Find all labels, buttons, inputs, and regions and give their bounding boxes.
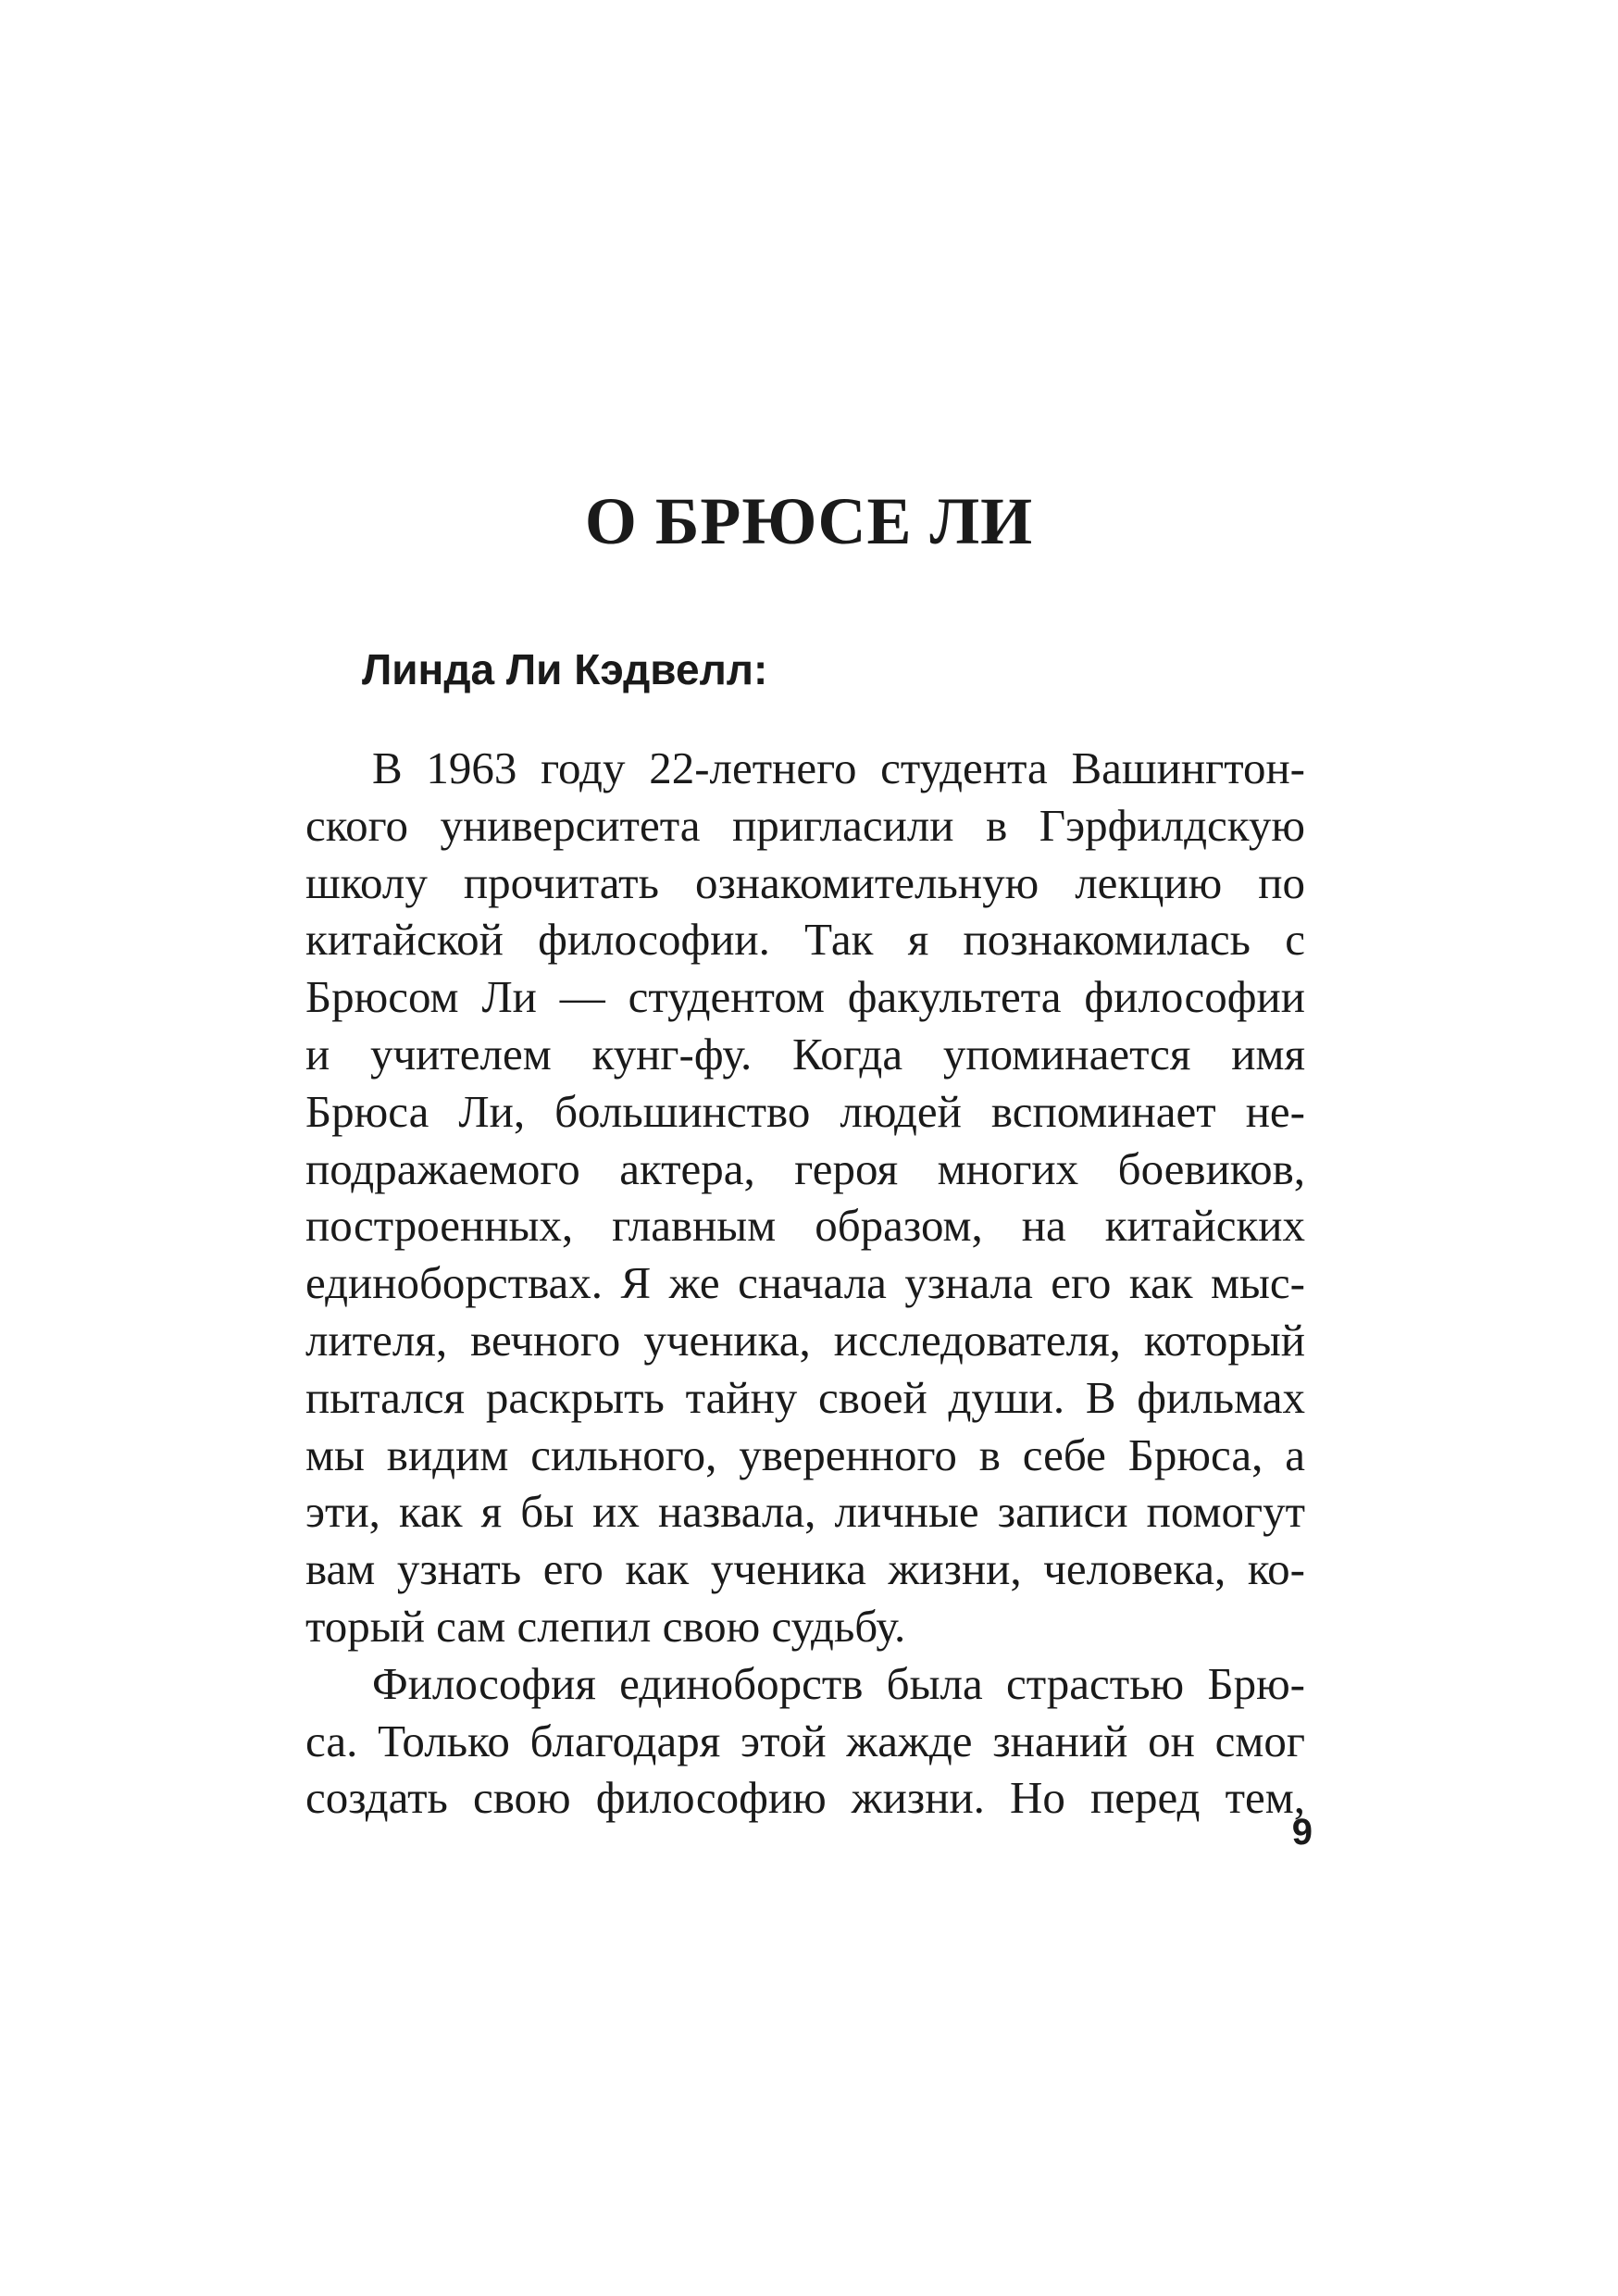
text-line: единоборствах. Я же сначала узнала его как мыс- [305, 1257, 1305, 1309]
text-line: создать свою философию жизни. Но перед тем, [305, 1772, 1305, 1824]
text-line: эти, как я бы их назвала, личные записи помогут [305, 1486, 1305, 1538]
page-number: 9 [1291, 1812, 1313, 1853]
text-line: и учителем кунг-фу. Когда упоминается имя [305, 1028, 1305, 1079]
text-line: торый сам слепил свою судьбу. [305, 1600, 906, 1652]
body-text [305, 740, 1305, 1827]
text-line: китайской философии. Так я познакомилась с [305, 914, 1305, 966]
text-line: пытался раскрыть тайну своей души. В фильмах [305, 1371, 1305, 1423]
text-line: В 1963 году 22-летнего студента Вашингтон- [372, 742, 1305, 793]
text-line: построенных, главным образом, на китайских [305, 1200, 1305, 1252]
text-line: подражаемого актера, героя многих боевиков, [305, 1142, 1305, 1194]
text-line: ского университета пригласили в Гэрфилдскую [305, 799, 1305, 851]
text-line: Брюсом Ли — студентом факультета философии [305, 971, 1305, 1023]
chapter-title: О БРЮСЕ ЛИ [584, 484, 1034, 558]
paragraph-1 [305, 740, 1305, 1655]
text-line: са. Только благодаря этой жажде знаний он смог [305, 1715, 1305, 1766]
author-heading: Линда Ли Кэдвелл: [362, 645, 768, 693]
text-line: Философия единоборств была страстью Брю- [372, 1657, 1305, 1709]
paragraph-2 [305, 1655, 1305, 1827]
text-line: вам узнать его как ученика жизни, человека, ко- [305, 1543, 1305, 1595]
text-line: школу прочитать ознакомительную лекцию по [305, 856, 1305, 908]
text-line: Брюса Ли, большинство людей вспоминает не- [305, 1085, 1305, 1137]
text-line: мы видим сильного, уверенного в себе Брюса, а [305, 1429, 1305, 1480]
text-line: лителя, вечного ученика, исследователя, который [305, 1314, 1305, 1366]
